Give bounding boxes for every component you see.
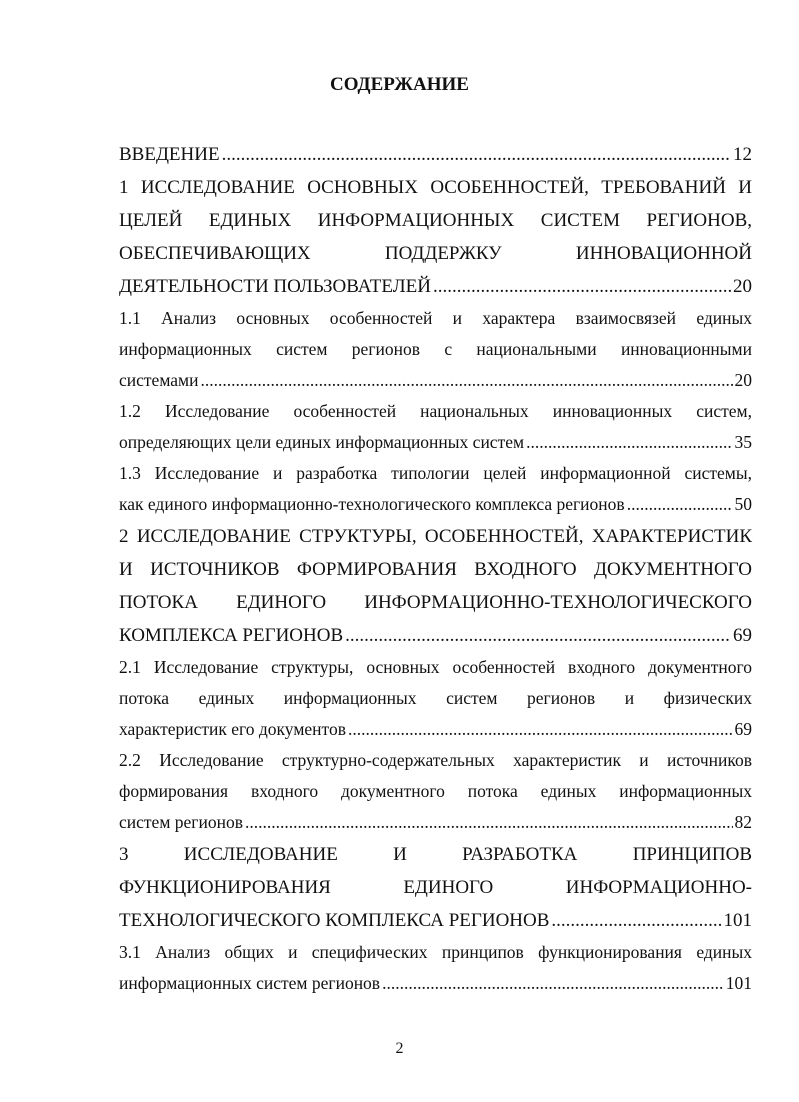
toc-leader-dots [200, 365, 732, 396]
toc-entry-introduction [119, 138, 752, 171]
toc-entry-section-3-1 [119, 937, 752, 999]
toc-entry-last-line [119, 489, 752, 520]
toc-entry-title: ТЕХНОЛОГИЧЕСКОГО КОМПЛЕКСА РЕГИОНОВ [119, 910, 550, 931]
toc-entry-chapter-2 [119, 520, 752, 652]
toc-entry-title: характеристик его документов [119, 719, 346, 739]
toc-leader-dots [433, 270, 731, 303]
toc-entry-title: ДЕЯТЕЛЬНОСТИ ПОЛЬЗОВАТЕЛЕЙ [119, 276, 431, 297]
toc-leader-dots [222, 138, 731, 171]
toc-entry-last-line [119, 619, 752, 652]
toc-entry-line: 2.1 Исследование структуры, основных особенностей входного документного [119, 657, 752, 677]
toc-entry-last-line [119, 138, 752, 171]
toc-leader-dots [627, 489, 733, 520]
toc-entry-line: 2 ИССЛЕДОВАНИЕ СТРУКТУРЫ, ОСОБЕННОСТЕЙ, ХАРАКТЕРИСТИК [119, 526, 752, 547]
toc-entry-title: как единого информационно-технологического комплекса регионов [119, 494, 625, 514]
toc-entry-line: 1.2 Исследование особенностей национальных инновационных систем, [119, 401, 752, 421]
toc-entry-last-line [119, 427, 752, 458]
toc-entry-last-line [119, 365, 752, 396]
toc-entry-line: 1.3 Исследование и разработка типологии целей информационной системы, [119, 463, 752, 483]
toc-leader-dots [348, 714, 733, 745]
toc-entry-section-2-1 [119, 652, 752, 745]
toc-page-number: 35 [734, 432, 752, 452]
toc-entry-last-line [119, 270, 752, 303]
toc-leader-dots [382, 968, 724, 999]
toc-entry-line: 3 ИССЛЕДОВАНИЕ И РАЗРАБОТКА ПРИНЦИПОВ [119, 844, 752, 865]
toc-entry-line: ФУНКЦИОНИРОВАНИЯ ЕДИНОГО ИНФОРМАЦИОННО- [119, 877, 752, 898]
toc-entry-title: ВВЕДЕНИЕ [119, 144, 220, 165]
toc-entry-line: 3.1 Анализ общих и специфических принципов функционирования единых [119, 942, 752, 962]
table-of-contents [119, 138, 752, 999]
toc-page-number: 20 [733, 276, 752, 297]
toc-entry-section-1-3 [119, 458, 752, 520]
toc-entry-section-2-2 [119, 745, 752, 838]
toc-entry-line: ЦЕЛЕЙ ЕДИНЫХ ИНФОРМАЦИОННЫХ СИСТЕМ РЕГИОНОВ, [119, 210, 752, 231]
toc-leader-dots [245, 807, 733, 838]
toc-leader-dots [526, 427, 732, 458]
toc-entry-line: 2.2 Исследование структурно-содержательных характеристик и источников [119, 750, 752, 770]
toc-entry-section-1-2 [119, 396, 752, 458]
toc-entry-last-line [119, 714, 752, 745]
toc-page-number: 69 [733, 625, 752, 646]
toc-entry-line: формирования входного документного потока единых информационных [119, 781, 752, 801]
toc-leader-dots [345, 619, 731, 652]
toc-entry-line: ОБЕСПЕЧИВАЮЩИХ ПОДДЕРЖКУ ИННОВАЦИОННОЙ [119, 243, 752, 264]
toc-entry-title: КОМПЛЕКСА РЕГИОНОВ [119, 625, 344, 646]
toc-entry-line: 1.1 Анализ основных особенностей и характера взаимосвязей единых [119, 308, 752, 328]
toc-entry-chapter-1 [119, 171, 752, 303]
toc-entry-title: систем регионов [119, 812, 243, 832]
toc-page-number: 101 [723, 910, 752, 931]
toc-entry-title: информационных систем регионов [119, 973, 381, 993]
toc-entry-last-line [119, 807, 752, 838]
toc-page-number: 82 [734, 812, 752, 832]
toc-page-number: 12 [733, 144, 752, 165]
toc-entry-section-1-1 [119, 303, 752, 396]
toc-entry-title: системами [119, 370, 199, 390]
page-number: 2 [395, 1040, 404, 1057]
toc-leader-dots [551, 904, 721, 937]
toc-entry-line: потока единых информационных систем регионов и физических [119, 688, 752, 708]
toc-page-number: 50 [734, 494, 752, 514]
toc-entry-title: определяющих цели единых информационных систем [119, 432, 525, 452]
toc-page-number: 20 [734, 370, 752, 390]
toc-page-number: 101 [725, 973, 752, 993]
page-title: СОДЕРЖАНИЕ [330, 74, 469, 95]
toc-page-number: 69 [734, 719, 752, 739]
toc-entry-line: ПОТОКА ЕДИНОГО ИНФОРМАЦИОННО-ТЕХНОЛОГИЧЕСКОГО [119, 592, 752, 613]
toc-entry-line: И ИСТОЧНИКОВ ФОРМИРОВАНИЯ ВХОДНОГО ДОКУМЕНТНОГО [119, 559, 752, 580]
toc-entry-line: информационных систем регионов с национальными инновационными [119, 339, 752, 359]
toc-entry-line: 1 ИССЛЕДОВАНИЕ ОСНОВНЫХ ОСОБЕННОСТЕЙ, ТРЕБОВАНИЙ И [119, 177, 752, 198]
toc-entry-last-line [119, 968, 752, 999]
toc-entry-chapter-3 [119, 838, 752, 937]
toc-entry-last-line [119, 904, 752, 937]
